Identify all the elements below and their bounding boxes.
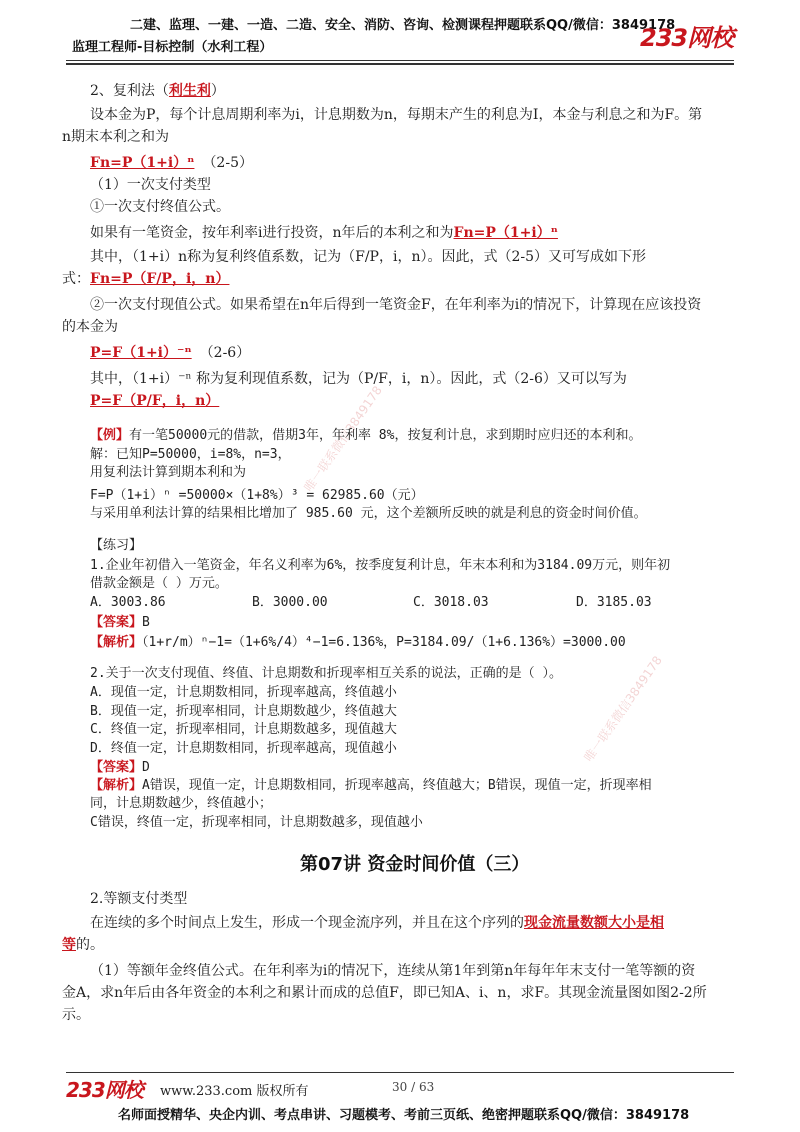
subheading: ①一次支付终值公式。 (90, 199, 230, 215)
answer-2: 【答案】D (90, 760, 150, 775)
option-b: B．现值一定，折现率相同，计息期数越少，终值越大 (90, 704, 397, 719)
example-line: 解：已知P=50000，i=8%，n=3， (90, 447, 291, 462)
paragraph: 其中，（1+i）n称为复利终值系数，记为（F/P，i，n）。因此，式（2-5）又可写成如下形 (90, 249, 647, 265)
paragraph: 金A，求n年后由各年资金的本利之和累计而成的总值F，即已知A、i、n，求F。其现金流量图如图2-2所 (62, 985, 707, 1001)
answer-1: 【答案】B (90, 615, 150, 630)
option-c: C．3018.03 (413, 595, 489, 610)
brand-logo: 233网校 (640, 24, 734, 52)
paragraph: 在连续的多个时间点上发生，形成一个现金流序列，并且在这个序列的现金流量数额大小是相 (90, 915, 664, 931)
lecture-title: 第07讲 资金时间价值（三） (300, 854, 530, 875)
paragraph: 式：Fn=P（F/P，i，n） (62, 271, 230, 287)
paragraph: 其中，（1+i）⁻ⁿ 称为复利现值系数，记为（P/F，i，n）。因此，式（2-6）又可以写为 (90, 371, 627, 387)
analysis-2-cont: C错误，终值一定，折现率相同，计息期数越多，现值越小 (90, 815, 423, 830)
analysis-2-cont: 同，计息期数越少，终值越小； (90, 796, 273, 811)
practice-heading: 【练习】 (90, 538, 143, 553)
option-d: D．终值一定，计息期数相同，折现率越高，现值越小 (90, 741, 397, 756)
option-b: B．3000.00 (252, 595, 328, 610)
paragraph: 如果有一笔资金，按年利率i进行投资，n年后的本利之和为Fn=P（1+i）ⁿ (90, 225, 558, 241)
example-line: 用复利法计算到期本利和为 (90, 465, 247, 480)
paragraph: 等的。 (62, 937, 104, 953)
formula-pf: P=F（P/F，i，n） (90, 393, 220, 409)
formula-2-5: Fn=P（1+i）ⁿ （2-5） (90, 155, 253, 171)
paragraph: 的本金为 (62, 319, 118, 335)
paragraph: ②一次支付现值公式。如果希望在n年后得到一笔资金F，在年利率为i的情况下，计算现在应该投资 (90, 297, 702, 313)
example-line: 与采用单利法计算的结果相比增加了 985.60 元，这个差额所反映的就是利息的资金时间价值。 (90, 506, 647, 521)
paragraph: （1）等额年金终值公式。在年利率为i的情况下，连续从第1年到第n年每年年末支付一笔等额的资 (90, 963, 696, 979)
footer-site: www.233.com 版权所有 (160, 1084, 309, 1099)
section-title: 2.等额支付类型 (90, 891, 188, 907)
footer-logo: 233网校 (66, 1078, 143, 1102)
option-c: C．终值一定，折现率相同，计息期数越多，现值越大 (90, 722, 397, 737)
analysis-1: 【解析】（1+r/m）ⁿ−1=（1+6%/4）⁴−1=6.136%，P=3184.09/（1+6.136%）=3000.00 (90, 635, 626, 650)
question-2: 2.关于一次支付现值、终值、计息期数和折现率相互关系的说法，正确的是（ ）。 (90, 666, 562, 681)
footer-divider (66, 1072, 734, 1073)
option-a: A．现值一定，计息期数相同，折现率越高，终值越小 (90, 685, 397, 700)
example-line: F=P（1+i）ⁿ =50000×（1+8%）³ = 62985.60（元） (90, 488, 424, 503)
formula-2-6: P=F（1+i）⁻ⁿ （2-6） (90, 345, 251, 361)
question-1-cont: 借款金额是（ ）万元。 (90, 576, 228, 591)
question-1: 1.企业年初借入一笔资金，年名义利率为6%，按季度复利计息，年末本利和为3184.09万元，则年初 (90, 558, 671, 573)
example-line: 【例】有一笔50000元的借款，借期3年，年利率 8%，按复利计息，求到期时应归还的本利和。 (90, 428, 642, 443)
header-divider-thick (66, 63, 734, 65)
header-subtitle: 监理工程师-目标控制（水利工程） (72, 40, 273, 55)
section-title-compound: 2、复利法（利生利） (90, 83, 225, 99)
watermark: 唯一联系微信3849178 (581, 653, 665, 765)
paragraph: n期末本利之和为 (62, 129, 170, 145)
paragraph: 设本金为P，每个计息周期利率为i，计息期数为n，每期末产生的利息为I，本金与利息之和为F。第 (90, 107, 703, 123)
analysis-2: 【解析】A错误，现值一定，计息期数相同，折现率越高，终值越大；B错误，现值一定，折现率相 (90, 778, 652, 793)
paragraph: 示。 (62, 1007, 90, 1023)
page-number: 30 / 63 (392, 1080, 435, 1094)
subheading: （1）一次支付类型 (90, 177, 211, 193)
header-contact-line: 二建、监理、一建、一造、二造、安全、消防、咨询、检测课程押题联系QQ/微信：3849178 (130, 18, 676, 33)
option-a: A．3003.86 (90, 595, 166, 610)
header-divider (66, 60, 734, 61)
option-d: D．3185.03 (576, 595, 652, 610)
watermark: 唯一联系微信3849178 (301, 383, 385, 495)
footer-contact-line: 名师面授精华、央企内训、考点串讲、习题模考、考前三页纸、绝密押题联系QQ/微信：3849178 (118, 1108, 690, 1123)
